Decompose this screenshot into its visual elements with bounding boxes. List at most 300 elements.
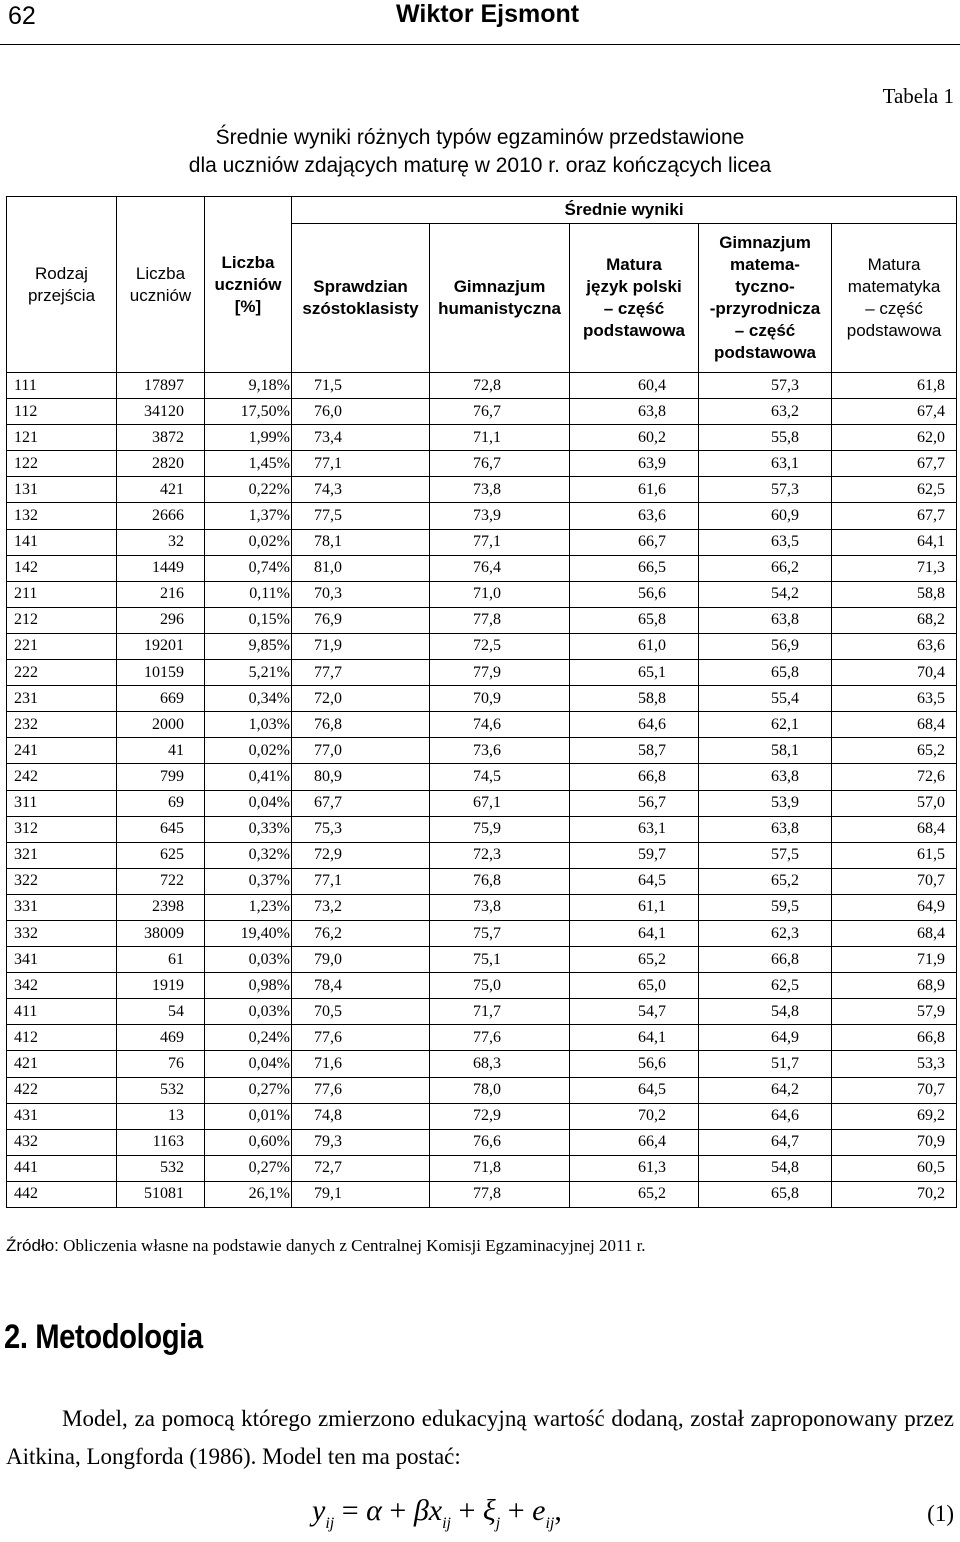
table-cell: 66,4 xyxy=(570,1129,699,1155)
table-cell: 121 xyxy=(7,425,117,451)
table-cell: 34120 xyxy=(117,399,205,425)
table-cell: 411 xyxy=(7,999,117,1025)
table-cell: 64,7 xyxy=(699,1129,832,1155)
table-cell: 65,1 xyxy=(570,660,699,686)
table-cell: 79,0 xyxy=(292,947,430,973)
table-cell: 57,0 xyxy=(832,790,957,816)
table-cell: 70,9 xyxy=(832,1129,957,1155)
table-row xyxy=(7,425,957,451)
eq-sub: ij xyxy=(545,1515,555,1532)
table-cell: 1,99% xyxy=(205,425,292,451)
table-cell: 76,8 xyxy=(430,868,570,894)
table-cell: 70,2 xyxy=(570,1103,699,1129)
header-line: Liczba xyxy=(135,263,186,283)
table-cell: 112 xyxy=(7,399,117,425)
table-row xyxy=(7,503,957,529)
table-cell: 70,9 xyxy=(430,686,570,712)
eq-plus: + xyxy=(500,1494,533,1527)
table-cell: 58,8 xyxy=(832,581,957,607)
table-cell: 75,3 xyxy=(292,816,430,842)
table-cell: 321 xyxy=(7,842,117,868)
table-cell: 41 xyxy=(117,738,205,764)
table-row xyxy=(7,686,957,712)
table-cell: 76,6 xyxy=(430,1129,570,1155)
table-cell: 26,1% xyxy=(205,1181,292,1207)
table-cell: 72,7 xyxy=(292,1155,430,1181)
table-cell: 56,6 xyxy=(570,581,699,607)
table-cell: 65,2 xyxy=(699,868,832,894)
table-cell: 74,8 xyxy=(292,1103,430,1129)
header-line: Matura xyxy=(606,255,662,274)
table-cell: 76,7 xyxy=(430,399,570,425)
table-cell: 0,60% xyxy=(205,1129,292,1155)
table-cell: 75,1 xyxy=(430,947,570,973)
table-cell: 81,0 xyxy=(292,555,430,581)
table-caption xyxy=(100,124,860,180)
eq-plus: + xyxy=(381,1494,414,1527)
table-cell: 80,9 xyxy=(292,764,430,790)
table-cell: 221 xyxy=(7,633,117,659)
table-cell: 0,01% xyxy=(205,1103,292,1129)
header-line: Gimnazjum xyxy=(453,277,546,296)
results-table xyxy=(6,196,957,1208)
header-line: podstawowa xyxy=(846,321,942,340)
table-cell: 296 xyxy=(117,607,205,633)
table-cell: 77,0 xyxy=(292,738,430,764)
table-cell: 70,5 xyxy=(292,999,430,1025)
table-cell: 77,1 xyxy=(292,451,430,477)
table-cell: 76,7 xyxy=(430,451,570,477)
table-cell: 232 xyxy=(7,712,117,738)
eq-alpha: α xyxy=(366,1494,382,1527)
table-cell: 0,15% xyxy=(205,607,292,633)
table-cell: 68,2 xyxy=(832,607,957,633)
table-cell: 68,4 xyxy=(832,712,957,738)
table-cell: 63,5 xyxy=(699,529,832,555)
table-cell: 66,2 xyxy=(699,555,832,581)
table-row xyxy=(7,1129,957,1155)
table-cell: 17897 xyxy=(117,373,205,399)
table-row xyxy=(7,764,957,790)
header-line: Gimnazjum xyxy=(719,233,811,252)
table-cell: 212 xyxy=(7,607,117,633)
table-row xyxy=(7,1051,957,1077)
table-cell: 19,40% xyxy=(205,920,292,946)
source-label: Źródło: xyxy=(6,1236,59,1255)
table-cell: 67,1 xyxy=(430,790,570,816)
table-cell: 2820 xyxy=(117,451,205,477)
table-cell: 0,11% xyxy=(205,581,292,607)
table-cell: 0,98% xyxy=(205,973,292,999)
table-cell: 131 xyxy=(7,477,117,503)
table-cell: 71,5 xyxy=(292,373,430,399)
table-cell: 441 xyxy=(7,1155,117,1181)
table-row xyxy=(7,973,957,999)
table-row xyxy=(7,868,957,894)
table-cell: 58,8 xyxy=(570,686,699,712)
table-cell: 74,6 xyxy=(430,712,570,738)
header-line: przejścia xyxy=(27,285,96,305)
table-cell: 71,0 xyxy=(430,581,570,607)
header-line: Liczba xyxy=(221,252,275,272)
table-cell: 54,2 xyxy=(699,581,832,607)
caption-line: dla uczniów zdających maturę w 2010 r. oraz kończących licea xyxy=(188,154,772,177)
table-cell: 66,8 xyxy=(832,1025,957,1051)
table-cell: 64,1 xyxy=(570,920,699,946)
table-cell: 0,02% xyxy=(205,529,292,555)
table-cell: 799 xyxy=(117,764,205,790)
table-cell: 0,02% xyxy=(205,738,292,764)
table-cell: 532 xyxy=(117,1155,205,1181)
table-cell: 63,5 xyxy=(832,686,957,712)
header-line: humanistyczna xyxy=(438,299,561,318)
table-cell: 54 xyxy=(117,999,205,1025)
header-line: – część xyxy=(865,299,923,318)
table-cell: 38009 xyxy=(117,920,205,946)
table-cell: 66,8 xyxy=(570,764,699,790)
table-cell: 59,7 xyxy=(570,842,699,868)
eq-equals: = xyxy=(334,1494,367,1527)
eq-sub: ij xyxy=(325,1515,335,1532)
table-cell: 63,2 xyxy=(699,399,832,425)
table-row xyxy=(7,1025,957,1051)
body-paragraph: Model, za pomocą którego zmierzono edukacyjną wartość dodaną, został zaproponowany przez Aitkina, Longforda (1986). Model ten ma postać: xyxy=(6,1406,954,1469)
table-cell: 2398 xyxy=(117,894,205,920)
page-number: 62 xyxy=(8,2,36,30)
table-cell: 61,6 xyxy=(570,477,699,503)
header-line: – część xyxy=(734,321,796,340)
table-cell: 0,04% xyxy=(205,790,292,816)
table-row xyxy=(7,920,957,946)
table-cell: 5,21% xyxy=(205,660,292,686)
table-cell: 72,9 xyxy=(292,842,430,868)
table-cell: 69,2 xyxy=(832,1103,957,1129)
table-cell: 64,5 xyxy=(570,1077,699,1103)
table-cell: 0,22% xyxy=(205,477,292,503)
table-cell: 0,41% xyxy=(205,764,292,790)
table-cell: 57,3 xyxy=(699,373,832,399)
table-cell: 431 xyxy=(7,1103,117,1129)
table-cell: 79,1 xyxy=(292,1181,430,1207)
table-cell: 332 xyxy=(7,920,117,946)
table-cell: 0,74% xyxy=(205,555,292,581)
table-cell: 62,3 xyxy=(699,920,832,946)
header-line: Sprawdzian xyxy=(313,277,408,296)
table-cell: 57,3 xyxy=(699,477,832,503)
table-cell: 68,9 xyxy=(832,973,957,999)
eq-e: e xyxy=(532,1494,546,1527)
header-line: Rodzaj xyxy=(35,263,88,283)
table-cell: 312 xyxy=(7,816,117,842)
table-cell: 56,9 xyxy=(699,633,832,659)
header-gimnazjum-matematyczno xyxy=(699,224,832,373)
table-row xyxy=(7,373,957,399)
table-cell: 422 xyxy=(7,1077,117,1103)
table-cell: 64,1 xyxy=(832,529,957,555)
header-line: uczniów xyxy=(129,285,192,305)
table-cell: 122 xyxy=(7,451,117,477)
table-cell: 311 xyxy=(7,790,117,816)
table-cell: 65,2 xyxy=(570,947,699,973)
table-cell: 60,2 xyxy=(570,425,699,451)
table-cell: 421 xyxy=(117,477,205,503)
eq-plus: + xyxy=(450,1494,483,1527)
table-cell: 331 xyxy=(7,894,117,920)
table-cell: 65,8 xyxy=(570,607,699,633)
table-cell: 77,1 xyxy=(292,868,430,894)
table-row xyxy=(7,816,957,842)
table-row xyxy=(7,1077,957,1103)
table-row xyxy=(7,712,957,738)
table-row xyxy=(7,947,957,973)
table-cell: 2000 xyxy=(117,712,205,738)
table-cell: 53,3 xyxy=(832,1051,957,1077)
table-cell: 70,4 xyxy=(832,660,957,686)
table-cell: 32 xyxy=(117,529,205,555)
table-cell: 76,0 xyxy=(292,399,430,425)
table-cell: 64,9 xyxy=(699,1025,832,1051)
table-cell: 76 xyxy=(117,1051,205,1077)
header-gimnazjum-humanistyczna xyxy=(430,224,570,373)
table-cell: 10159 xyxy=(117,660,205,686)
table-cell: 64,2 xyxy=(699,1077,832,1103)
table-cell: 61,0 xyxy=(570,633,699,659)
table-cell: 0,03% xyxy=(205,947,292,973)
table-row xyxy=(7,660,957,686)
table-cell: 77,7 xyxy=(292,660,430,686)
table-cell: 71,8 xyxy=(430,1155,570,1181)
eq-y: y xyxy=(312,1494,326,1527)
table-cell: 71,9 xyxy=(292,633,430,659)
eq-beta: β xyxy=(413,1494,429,1527)
eq-sub: ij xyxy=(442,1515,451,1532)
table-row xyxy=(7,477,957,503)
table-cell: 77,6 xyxy=(292,1025,430,1051)
table-cell: 216 xyxy=(117,581,205,607)
table-cell: 77,6 xyxy=(292,1077,430,1103)
caption-line: Średnie wyniki różnych typów egzaminów przedstawione xyxy=(215,126,745,149)
table-cell: 222 xyxy=(7,660,117,686)
table-cell: 64,1 xyxy=(570,1025,699,1051)
table-cell: 51,7 xyxy=(699,1051,832,1077)
table-cell: 0,24% xyxy=(205,1025,292,1051)
author-name: Wiktor Ejsmont xyxy=(396,0,580,28)
header-line: – część xyxy=(603,299,665,318)
table-row xyxy=(7,894,957,920)
header-line: język polski xyxy=(586,277,682,296)
table-cell: 231 xyxy=(7,686,117,712)
table-cell: 60,4 xyxy=(570,373,699,399)
table-cell: 72,9 xyxy=(430,1103,570,1129)
table-cell: 645 xyxy=(117,816,205,842)
table-cell: 60,5 xyxy=(832,1155,957,1181)
table-cell: 76,9 xyxy=(292,607,430,633)
table-cell: 61,1 xyxy=(570,894,699,920)
header-line: matema- xyxy=(730,255,800,274)
source-note xyxy=(6,1236,646,1256)
table-cell: 1449 xyxy=(117,555,205,581)
header-liczba-uczniow xyxy=(117,197,205,373)
header-line: matematyka xyxy=(847,277,941,296)
table-cell: 0,27% xyxy=(205,1155,292,1181)
table-cell: 64,9 xyxy=(832,894,957,920)
table-cell: 53,9 xyxy=(699,790,832,816)
section-heading: 2. Metodologia xyxy=(4,1318,203,1356)
eq-sub: j xyxy=(495,1515,501,1532)
table-cell: 65,8 xyxy=(699,660,832,686)
table-cell: 412 xyxy=(7,1025,117,1051)
table-cell: 61,3 xyxy=(570,1155,699,1181)
table-cell: 64,5 xyxy=(570,868,699,894)
table-cell: 73,6 xyxy=(430,738,570,764)
table-cell: 1,37% xyxy=(205,503,292,529)
table-row xyxy=(7,633,957,659)
header-line: [%] xyxy=(234,296,262,316)
table-cell: 62,0 xyxy=(832,425,957,451)
header-line: -przyrodnicza xyxy=(709,299,821,318)
header-rodzaj-przejscia xyxy=(7,197,117,373)
table-cell: 70,3 xyxy=(292,581,430,607)
table-row xyxy=(7,999,957,1025)
table-cell: 58,1 xyxy=(699,738,832,764)
table-cell: 13 xyxy=(117,1103,205,1129)
table-cell: 0,34% xyxy=(205,686,292,712)
table-cell: 63,8 xyxy=(699,764,832,790)
table-cell: 60,9 xyxy=(699,503,832,529)
eq-x: x xyxy=(428,1494,443,1527)
table-cell: 442 xyxy=(7,1181,117,1207)
table-cell: 58,7 xyxy=(570,738,699,764)
table-cell: 0,33% xyxy=(205,816,292,842)
header-line: szóstoklasisty xyxy=(302,299,419,318)
table-cell: 65,2 xyxy=(570,1181,699,1207)
table-cell: 111 xyxy=(7,373,117,399)
table-cell: 63,6 xyxy=(570,503,699,529)
table-cell: 66,7 xyxy=(570,529,699,555)
table-cell: 57,9 xyxy=(832,999,957,1025)
table-cell: 625 xyxy=(117,842,205,868)
table-cell: 242 xyxy=(7,764,117,790)
table-cell: 74,5 xyxy=(430,764,570,790)
table-cell: 71,3 xyxy=(832,555,957,581)
table-cell: 56,6 xyxy=(570,1051,699,1077)
table-row xyxy=(7,790,957,816)
table-cell: 69 xyxy=(117,790,205,816)
table-cell: 77,8 xyxy=(430,607,570,633)
table-cell: 54,8 xyxy=(699,999,832,1025)
table-cell: 63,6 xyxy=(832,633,957,659)
header-srednie-wyniki: Średnie wyniki xyxy=(292,197,957,224)
table-cell: 241 xyxy=(7,738,117,764)
table-cell: 1919 xyxy=(117,973,205,999)
table-cell: 70,7 xyxy=(832,868,957,894)
table-cell: 61,5 xyxy=(832,842,957,868)
table-cell: 73,8 xyxy=(430,477,570,503)
table-cell: 75,7 xyxy=(430,920,570,946)
table-cell: 71,6 xyxy=(292,1051,430,1077)
table-cell: 63,9 xyxy=(570,451,699,477)
table-cell: 56,7 xyxy=(570,790,699,816)
table-cell: 51081 xyxy=(117,1181,205,1207)
table-cell: 63,8 xyxy=(699,816,832,842)
table-row xyxy=(7,451,957,477)
table-row xyxy=(7,399,957,425)
table-cell: 63,8 xyxy=(570,399,699,425)
table-cell: 669 xyxy=(117,686,205,712)
eq-xi: ξ xyxy=(482,1494,496,1527)
table-cell: 132 xyxy=(7,503,117,529)
table-cell: 78,1 xyxy=(292,529,430,555)
table-cell: 342 xyxy=(7,973,117,999)
table-cell: 63,1 xyxy=(699,451,832,477)
equation-number: (1) xyxy=(927,1501,954,1526)
table-cell: 421 xyxy=(7,1051,117,1077)
table-cell: 432 xyxy=(7,1129,117,1155)
table-cell: 68,4 xyxy=(832,920,957,946)
table-cell: 70,2 xyxy=(832,1181,957,1207)
table-cell: 19201 xyxy=(117,633,205,659)
table-cell: 72,8 xyxy=(430,373,570,399)
header-line: tyczno- xyxy=(735,277,795,296)
table-cell: 55,8 xyxy=(699,425,832,451)
table-cell: 63,1 xyxy=(570,816,699,842)
table-cell: 73,8 xyxy=(430,894,570,920)
header-sprawdzian xyxy=(292,224,430,373)
running-head xyxy=(0,0,960,45)
header-line: uczniów xyxy=(214,274,282,294)
equation xyxy=(312,1494,562,1533)
table-cell: 0,04% xyxy=(205,1051,292,1077)
table-row xyxy=(7,1155,957,1181)
table-cell: 64,6 xyxy=(699,1103,832,1129)
table-cell: 0,32% xyxy=(205,842,292,868)
table-row xyxy=(7,738,957,764)
table-cell: 1,23% xyxy=(205,894,292,920)
table-cell: 67,7 xyxy=(832,451,957,477)
table-cell: 79,3 xyxy=(292,1129,430,1155)
table-row xyxy=(7,555,957,581)
header-matura-matematyka xyxy=(832,224,957,373)
table-cell: 322 xyxy=(7,868,117,894)
table-cell: 71,9 xyxy=(832,947,957,973)
table-row xyxy=(7,529,957,555)
table-cell: 55,4 xyxy=(699,686,832,712)
table-row xyxy=(7,1103,957,1129)
table-cell: 73,2 xyxy=(292,894,430,920)
table-cell: 72,3 xyxy=(430,842,570,868)
table-cell: 77,9 xyxy=(430,660,570,686)
table-cell: 71,1 xyxy=(430,425,570,451)
table-cell: 142 xyxy=(7,555,117,581)
table-cell: 76,8 xyxy=(292,712,430,738)
table-cell: 65,2 xyxy=(832,738,957,764)
table-cell: 62,5 xyxy=(832,477,957,503)
table-cell: 74,3 xyxy=(292,477,430,503)
table-cell: 1,03% xyxy=(205,712,292,738)
table-cell: 73,9 xyxy=(430,503,570,529)
table-cell: 2666 xyxy=(117,503,205,529)
table-cell: 61,8 xyxy=(832,373,957,399)
table-cell: 54,8 xyxy=(699,1155,832,1181)
header-matura-polski xyxy=(570,224,699,373)
table-cell: 63,8 xyxy=(699,607,832,633)
table-cell: 1,45% xyxy=(205,451,292,477)
table-cell: 78,4 xyxy=(292,973,430,999)
table-cell: 532 xyxy=(117,1077,205,1103)
table-cell: 77,6 xyxy=(430,1025,570,1051)
header-line: podstawowa xyxy=(582,321,685,340)
table-cell: 72,6 xyxy=(832,764,957,790)
